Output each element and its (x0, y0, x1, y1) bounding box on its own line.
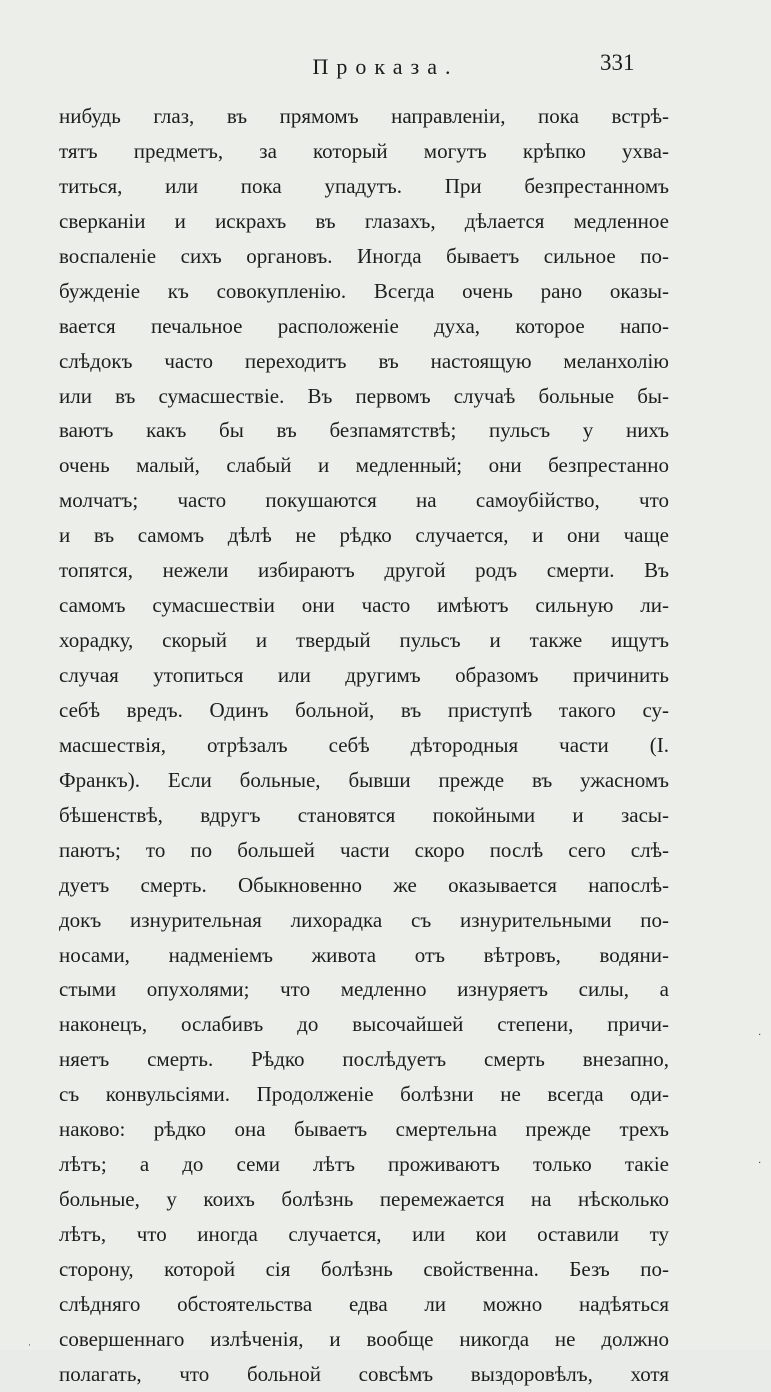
text-line: паютъ; то по большей части скоро послѣ сего слѣ- (59, 837, 669, 862)
text-line: себѣ вредъ. Одинъ больной, въ приступѣ такого су- (59, 697, 669, 722)
text-line: слѣдняго обстоятельства едва ли можно надѣяться (59, 1291, 669, 1316)
text-line: дуетъ смерть. Обыкновенно же оказывается напослѣ- (59, 872, 669, 897)
text-line: воспаленіе сихъ органовъ. Иногда бываетъ сильное по- (59, 243, 669, 268)
text-line: няетъ смерть. Рѣдко послѣдуетъ смерть внезапно, (59, 1047, 669, 1072)
body-text (59, 99, 669, 1392)
text-line: нибудь глаз, въ прямомъ направленіи, пока встрѣ- (59, 104, 669, 128)
page-header (0, 50, 771, 90)
running-title: Проказа. (312, 54, 459, 79)
text-line: больные, у коихъ болѣзнь перемежается на нѣсколько (59, 1187, 669, 1212)
text-line: Франкъ). Если больные, бывши прежде въ ужасномъ (59, 767, 669, 792)
text-line: наконецъ, ослабивъ до высочайшей степени, причи- (59, 1012, 669, 1037)
text-line: бужденіе къ совокупленію. Всегда очень рано оказы- (59, 278, 669, 303)
text-line: лѣтъ; а до семи лѣтъ проживаютъ только такіе (59, 1152, 669, 1177)
text-line: бѣшенствѣ, вдругъ становятся покойными и засы- (59, 802, 669, 827)
text-line: сторону, которой сія болѣзнь свойственна. Безъ по- (59, 1256, 669, 1281)
scan-speck: · (28, 1340, 31, 1350)
text-line: лѣтъ, что иногда случается, или кои оставили ту (59, 1222, 669, 1246)
text-line: топятся, нежели избираютъ другой родъ смерти. Въ (59, 558, 669, 583)
text-line: хорадку, скорый и твердый пульсъ и также ищутъ (59, 628, 669, 653)
text-line: докъ изнурительная лихорадка съ изнурительными по- (59, 907, 669, 932)
text-line: титься, или пока упадутъ. При безпрестанномъ (59, 173, 669, 198)
text-line: или въ сумасшествіе. Въ первомъ случаѣ больные бы- (59, 383, 669, 408)
text-line: стыми опухолями; что медленно изнуряетъ силы, а (59, 977, 669, 1002)
text-line: случая утопиться или другимъ образомъ причинить (59, 663, 669, 687)
text-line: носами, надменіемъ живота отъ вѣтровъ, водяни- (59, 942, 669, 967)
text-line: съ конвульсіями. Продолженіе болѣзни не всегда оди- (59, 1082, 669, 1107)
scan-speck: · (758, 1030, 762, 1041)
text-line: наково: рѣдко она бываетъ смертельна прежде трехъ (59, 1117, 669, 1142)
text-line: полагать, что больной совсѣмъ выздоровѣлъ, хотя (59, 1361, 669, 1386)
text-line: масшествія, отрѣзалъ себѣ дѣтородныя части (I. (59, 732, 669, 757)
text-line: самомъ сумасшествіи они часто имѣютъ сильную ли- (59, 593, 669, 618)
text-line: совершеннаго излѣченія, и вообще никогда не должно (59, 1326, 669, 1351)
text-line: вается печальное расположеніе духа, которое напо- (59, 313, 669, 338)
text-line: тятъ предметъ, за который могутъ крѣпко ухва- (59, 138, 669, 163)
scan-speck: · (758, 1158, 762, 1169)
text-line: молчатъ; часто покушаются на самоубійство, что (59, 488, 669, 513)
page-number: 331 (600, 50, 635, 75)
text-line: слѣдокъ часто переходитъ въ настоящую меланхолію (59, 348, 669, 373)
text-line: и въ самомъ дѣлѣ не рѣдко случается, и они чаще (59, 523, 669, 548)
text-line: очень малый, слабый и медленный; они безпрестанно (59, 453, 669, 478)
text-line: ваютъ какъ бы въ безпамятствѣ; пульсъ у нихъ (59, 418, 669, 443)
text-line: сверканіи и искрахъ въ глазахъ, дѣлается медленное (59, 208, 669, 233)
